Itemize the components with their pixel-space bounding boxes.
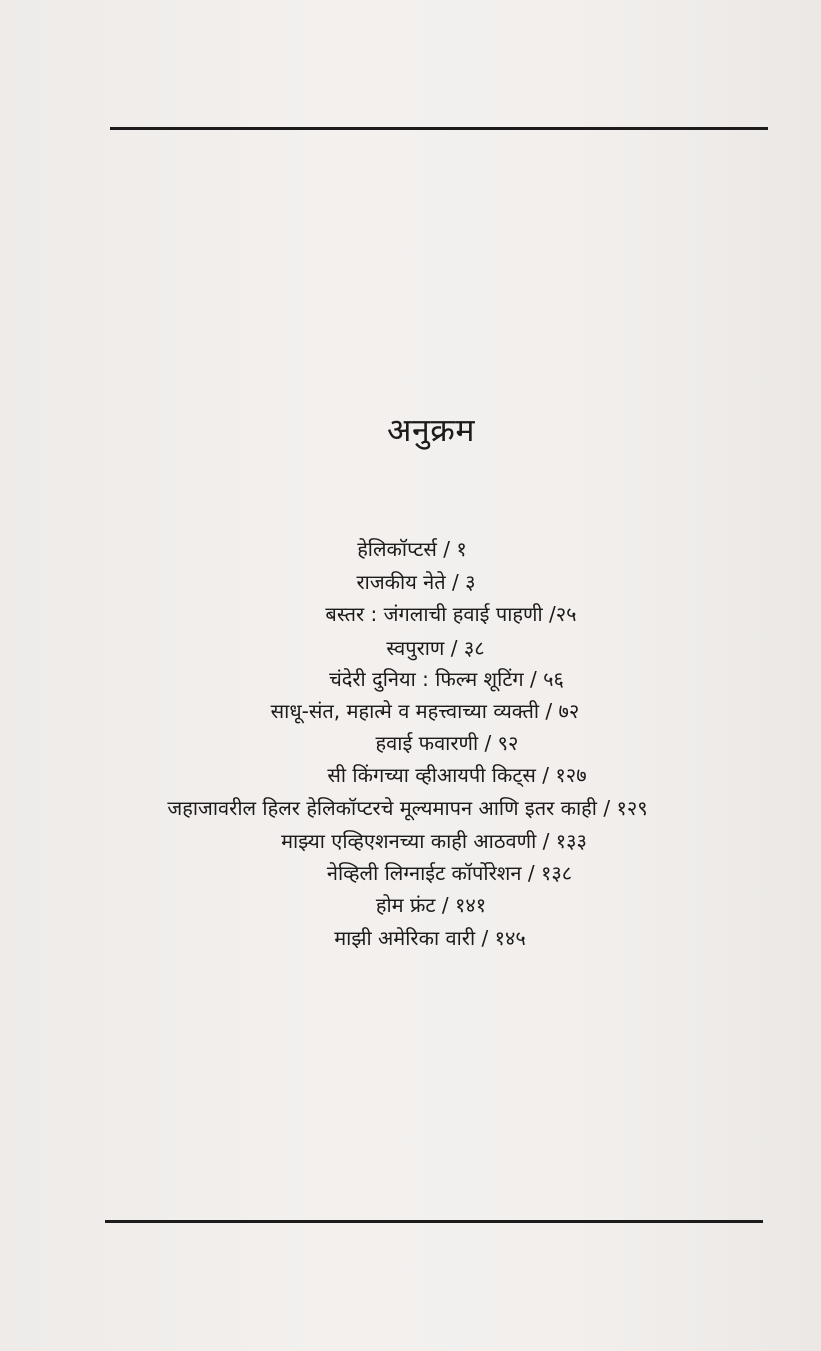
entry-page: ५६ xyxy=(543,667,564,691)
entry-page: ३ xyxy=(465,570,476,594)
toc-entry: साधू-संत, महात्मे व महत्त्वाच्या व्यक्ती / ७२ xyxy=(270,699,580,723)
top-rule xyxy=(110,127,768,130)
entry-page: १२९ xyxy=(616,796,648,820)
entry-page: १२७ xyxy=(555,763,587,787)
entry-title: होम फ्रंट xyxy=(375,893,436,917)
entry-title: बस्तर : जंगलाची हवाई पाहणी xyxy=(325,602,543,626)
toc-entry: हेलिकॉप्टर्स / १ xyxy=(357,537,467,561)
entry-title: माझी अमेरिका वारी xyxy=(334,926,476,950)
toc-entry: स्वपुराण / ३८ xyxy=(386,636,485,660)
entry-page: १४१ xyxy=(454,893,487,917)
toc-entry: माझी अमेरिका वारी / १४५ xyxy=(334,926,526,950)
toc-entry: बस्तर : जंगलाची हवाई पाहणी /२५ xyxy=(325,602,577,626)
entry-page: १३८ xyxy=(540,861,573,885)
entry-page: २५ xyxy=(555,602,577,626)
entry-title: नेव्हिली लिग्नाईट कॉर्पोरेशन xyxy=(326,861,522,885)
bottom-rule xyxy=(105,1220,763,1223)
entry-page: ३८ xyxy=(463,636,485,660)
toc-entry: जहाजावरील हिलर हेलिकॉप्टरचे मूल्यमापन आणि इतर काही / १२९ xyxy=(167,796,648,820)
entry-title: स्वपुराण xyxy=(386,636,445,660)
entry-title: हवाई फवारणी xyxy=(375,731,479,755)
toc-entry: चंदेरी दुनिया : फिल्म शूटिंग / ५६ xyxy=(329,667,564,691)
entry-page: १ xyxy=(456,537,467,561)
toc-entry: होम फ्रंट / १४१ xyxy=(375,893,487,917)
entry-title: जहाजावरील हिलर हेलिकॉप्टरचे मूल्यमापन आणि इतर काही xyxy=(167,796,597,820)
toc-entry: माझ्या एव्हिएशनच्या काही आठवणी / १३३ xyxy=(281,829,587,853)
toc-entry: राजकीय नेते / ३ xyxy=(356,570,476,594)
toc-entry: सी किंगच्या व्हीआयपी किट्स / १२७ xyxy=(327,763,587,787)
entry-page: ७२ xyxy=(558,699,580,723)
entry-title: हेलिकॉप्टर्स xyxy=(357,537,437,561)
contents-heading: अनुक्रम xyxy=(387,411,475,449)
entry-title: माझ्या एव्हिएशनच्या काही आठवणी xyxy=(281,829,537,853)
entry-title: चंदेरी दुनिया : फिल्म शूटिंग xyxy=(329,667,524,691)
entry-page: १४५ xyxy=(494,926,526,950)
toc-entry: नेव्हिली लिग्नाईट कॉर्पोरेशन / १३८ xyxy=(326,861,573,885)
entry-title: साधू-संत, महात्मे व महत्त्वाच्या व्यक्ती xyxy=(270,699,540,723)
toc-entry: हवाई फवारणी / ९२ xyxy=(375,731,519,755)
entry-page: १३३ xyxy=(555,829,587,853)
entry-title: राजकीय नेते xyxy=(356,570,446,594)
entry-page: ९२ xyxy=(497,731,519,755)
entry-title: सी किंगच्या व्हीआयपी किट्स xyxy=(327,763,536,787)
